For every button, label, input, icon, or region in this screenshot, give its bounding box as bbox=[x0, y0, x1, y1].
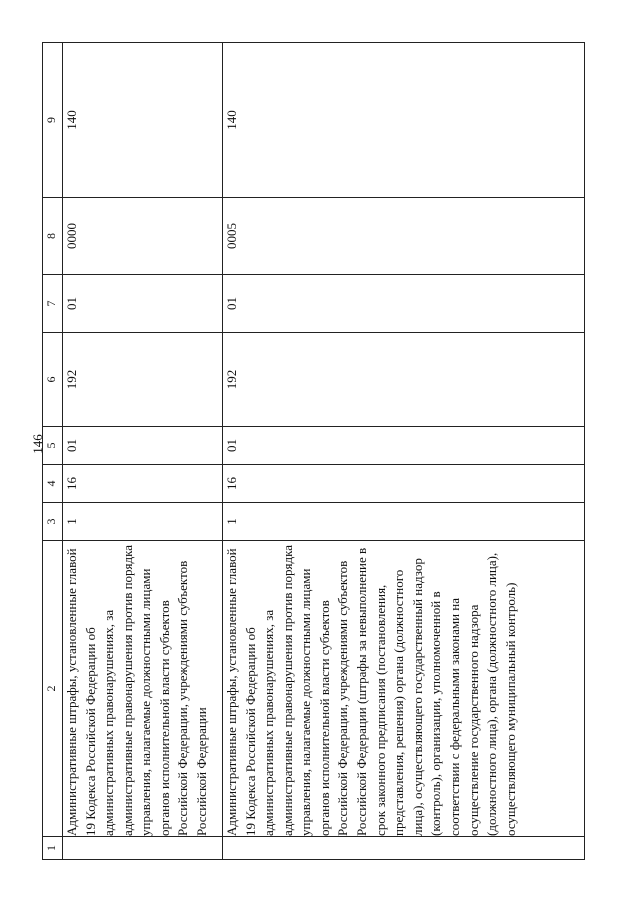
table-row bbox=[63, 43, 223, 860]
col-header-9: 9 bbox=[43, 43, 63, 198]
row-name: Административные штрафы, установленные главой 19 Кодекса Российской Федерации об административных правонарушениях, за административные правонарушения против порядка управления, налагаемые должностными лицами органов исполнительной власти субъектов Российской Федерации, учреждениями субъектов Российской Федерации bbox=[63, 541, 223, 837]
col-header-6: 6 bbox=[43, 333, 63, 427]
header-row bbox=[43, 43, 63, 860]
page-number: 146 bbox=[30, 434, 45, 454]
cell-c7: 01 bbox=[223, 275, 585, 333]
col-header-7: 7 bbox=[43, 275, 63, 333]
col-header-2: 2 bbox=[43, 541, 63, 837]
budget-table-frame bbox=[42, 43, 585, 860]
cell-c3: 1 bbox=[63, 503, 223, 541]
col-header-1: 1 bbox=[43, 837, 63, 860]
cell-c6: 192 bbox=[223, 333, 585, 427]
row-name: Административные штрафы, установленные главой 19 Кодекса Российской Федерации об административных правонарушениях, за административные правонарушения против порядка управления, налагаемые должностными лицами органов исполнительной власти субъектов Российской Федерации, учреждениями субъектов Российской Федерации (штрафы за невыполнение в срок законного предписания (постановления, представления, решения) органа (должностного лица), осуществляющего государственный надзор (контроль), организации, уполномоченной в соответствии с федеральными законами на осуществление государственного надзора (должностного лица), органа (должностного лица), осуществляющего муниципальный контроль) bbox=[223, 541, 585, 837]
col-header-3: 3 bbox=[43, 503, 63, 541]
rotated-page bbox=[42, 43, 585, 860]
cell-index bbox=[223, 837, 585, 860]
budget-table bbox=[42, 42, 585, 860]
col-header-5: 5 bbox=[43, 427, 63, 465]
cell-c4: 16 bbox=[223, 465, 585, 503]
cell-c7: 01 bbox=[63, 275, 223, 333]
cell-c6: 192 bbox=[63, 333, 223, 427]
cell-c9: 140 bbox=[223, 43, 585, 198]
cell-c4: 16 bbox=[63, 465, 223, 503]
cell-c5: 01 bbox=[63, 427, 223, 465]
cell-c8: 0005 bbox=[223, 198, 585, 275]
cell-c5: 01 bbox=[223, 427, 585, 465]
cell-c9: 140 bbox=[63, 43, 223, 198]
cell-index bbox=[63, 837, 223, 860]
cell-c3: 1 bbox=[223, 503, 585, 541]
cell-c8: 0000 bbox=[63, 198, 223, 275]
table-row bbox=[223, 43, 585, 860]
col-header-8: 8 bbox=[43, 198, 63, 275]
col-header-4: 4 bbox=[43, 465, 63, 503]
